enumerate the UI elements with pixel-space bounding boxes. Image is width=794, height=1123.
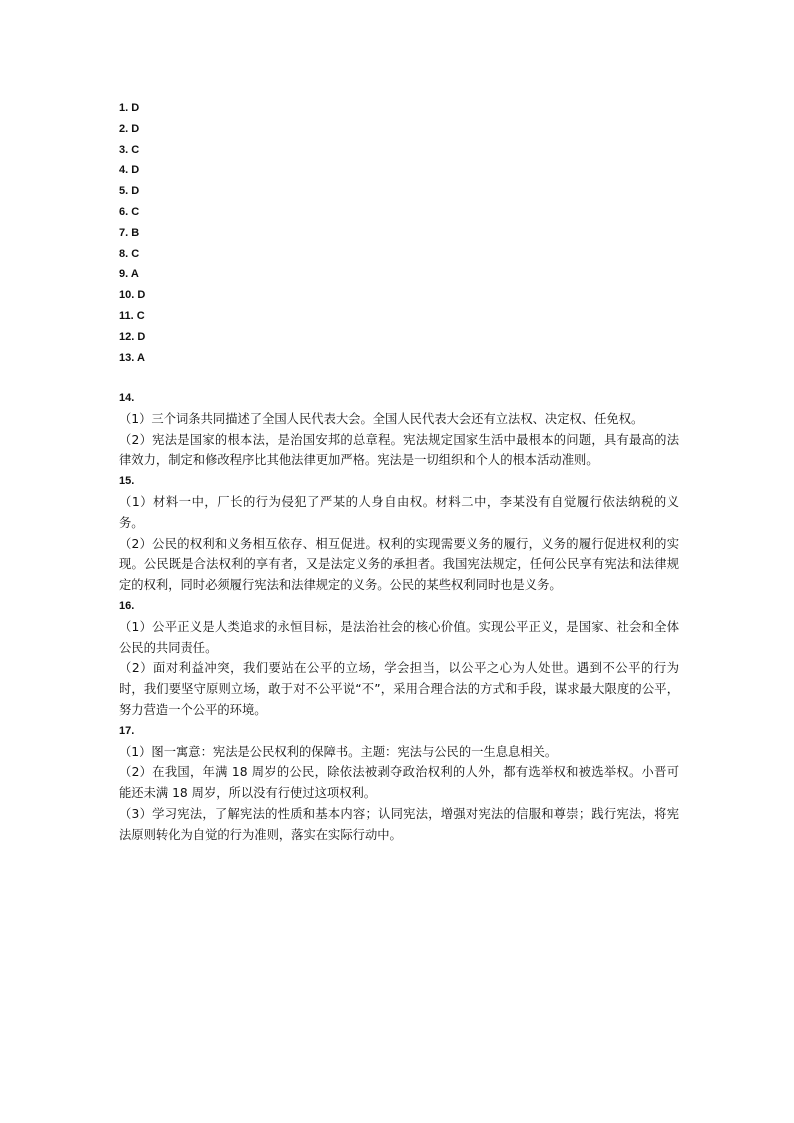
answer-paragraph: （1）材料一中，厂长的行为侵犯了严某的人身自由权。材料二中，李某没有自觉履行依法纳税的义务。 bbox=[119, 494, 679, 530]
answer-paragraph: （2）宪法是国家的根本法，是治国安邦的总章程。宪法规定国家生活中最根本的问题，具有最高的法律效力，制定和修改程序比其他法律更加严格。宪法是一切组织和个人的根本活动准则。 bbox=[119, 432, 679, 468]
answer-item: 4. D bbox=[119, 164, 140, 177]
answer-item: 9. A bbox=[119, 268, 139, 281]
question-number: 15. bbox=[119, 475, 135, 488]
answer-item: 2. D bbox=[119, 122, 140, 135]
question-block-14 bbox=[119, 388, 679, 471]
answer-item: 1. D bbox=[119, 102, 140, 114]
answer-paragraph: （2）公民的权利和义务相互依存、相互促进。权利的实现需要义务的履行，义务的履行促进权利的实现。公民既是合法权利的享有者，又是法定义务的承担者。我国宪法规定，任何公民享有宪法和法律规定的权利，同时必须履行宪法和法律规定的义务。公民的某些权利同时也是义务。 bbox=[119, 536, 679, 593]
answer-paragraph: （2）在我国，年满 18 周岁的公民，除依法被剥夺政治权利的人外，都有选举权和被选举权。小晋可能还未满 18 周岁，所以没有行使过这项权利。 bbox=[119, 765, 679, 801]
question-number: 14. bbox=[119, 392, 135, 404]
question-block-15 bbox=[119, 471, 679, 596]
question-number: 16. bbox=[119, 599, 135, 612]
question-block-17 bbox=[119, 721, 679, 846]
answer-item: 8. C bbox=[119, 247, 140, 260]
answer-paragraph: （1）公平正义是人类追求的永恒目标，是法治社会的核心价值。实现公平正义，是国家、社会和全体公民的共同责任。 bbox=[119, 619, 679, 655]
multiple-choice-answer-list bbox=[119, 98, 319, 368]
answer-item: 3. C bbox=[119, 143, 140, 156]
answer-paragraph: （3）学习宪法，了解宪法的性质和基本内容；认同宪法，增强对宪法的信服和尊崇；践行宪法，将宪法原则转化为自觉的行为准则，落实在实际行动中。 bbox=[119, 806, 679, 842]
answer-item: 5. D bbox=[119, 185, 140, 198]
essay-answer-section bbox=[119, 388, 679, 846]
answer-paragraph: （1）三个词条共同描述了全国人民代表大会。全国人民代表大会还有立法权、决定权、任免权。 bbox=[119, 411, 644, 426]
answer-item: 12. D bbox=[119, 330, 146, 343]
question-block-16 bbox=[119, 596, 679, 721]
answer-item: 10. D bbox=[119, 289, 146, 302]
answer-item: 7. B bbox=[119, 226, 140, 239]
answer-paragraph: （1）图一寓意：宪法是公民权利的保障书。主题：宪法与公民的一生息息相关。 bbox=[119, 744, 558, 759]
answer-paragraph: （2）面对利益冲突，我们要站在公平的立场，学会担当，以公平之心为人处世。遇到不公平的行为时，我们要坚守原则立场，敢于对不公平说“不”，采用合理合法的方式和手段，谋求最大限度的公平，努力营造一个公平的环境。 bbox=[119, 661, 679, 717]
answer-item: 6. C bbox=[119, 205, 140, 218]
answer-item: 13. A bbox=[119, 351, 145, 364]
answer-item: 11. C bbox=[119, 309, 145, 322]
question-number: 17. bbox=[119, 724, 135, 737]
